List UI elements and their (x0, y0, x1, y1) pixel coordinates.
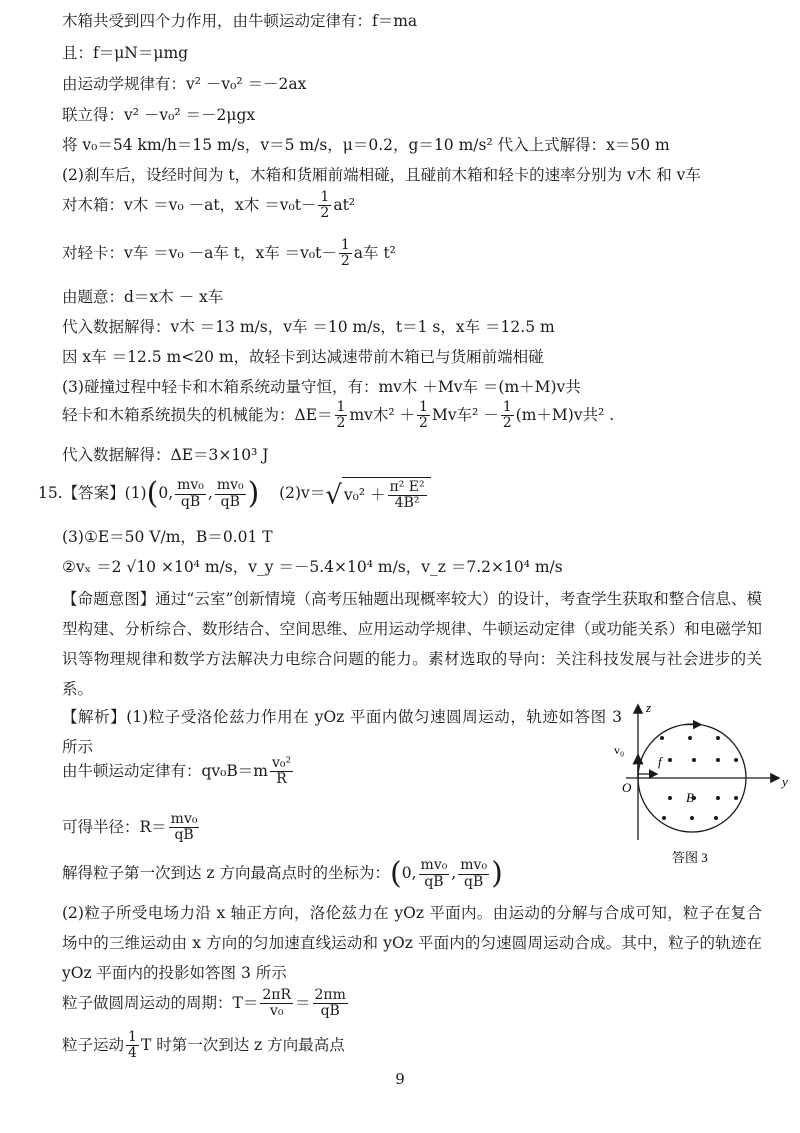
z-label: z (646, 700, 652, 715)
v0-label: v₀ (614, 743, 625, 757)
equation-results: 代入数据解得：v木 ＝13 m/s，v车 ＝10 m/s，t＝1 s，x车 ＝12.5 m (62, 318, 555, 336)
equation-kinematics: 由运动学规律有：v² －v₀² ＝－2ax (62, 75, 307, 93)
page-number: 9 (395, 1070, 405, 1088)
conclusion-collision: 因 x车 ＝12.5 m<20 m，故轻卡到达减速带前木箱已与货厢前端相碰 (62, 348, 544, 366)
equation-truck-motion: 对轻卡：v车 ＝v₀ －a车 t，x车 ＝v₀t－ $\frac{1}{2}$ a车 t² (62, 237, 396, 270)
equation-newton: 木箱共受到四个力作用，由牛顿运动定律有：f＝ma (62, 12, 418, 30)
result-energy: 代入数据解得：ΔE＝3×10³ J (62, 446, 269, 464)
proposal-intent: 【命题意图】通过“云室”创新情境（高考压轴题出现概率较大）的设计，考查学生获取和整合信息、模型构建、分析综合、数形结合、空间思维、应用运动学规律、牛顿运动定律（或功能关系）和电磁学知识等物理规律和数学方法解决力电综合问题的能力。素材选取的导向：关注科技发展与社会进步的关系。 (62, 590, 762, 698)
y-label: y (782, 774, 788, 789)
equation-substitution: 将 v₀＝54 km/h＝15 m/s，v＝5 m/s，μ＝0.2，g＝10 m/s² 代入上式解得：x＝50 m (62, 136, 670, 154)
answer-15-velocities: ②vₓ ＝2 √10 ×10⁴ m/s，v_y ＝－5.4×10⁴ m/s，v_z ＝7.2×10⁴ m/s (62, 558, 563, 576)
quarter-period-statement: 粒子运动 $\frac{1}{4}$ T 时第一次到达 z 方向最高点 (62, 1029, 345, 1062)
answer-15-part3: (3)①E＝50 V/m，B＝0.01 T (62, 528, 273, 546)
origin-label: O (622, 780, 632, 795)
equation-radius: 可得半径：R＝ $\frac{\text{mv₀}}{qB}$ (62, 811, 198, 844)
equation-lorentz: 由牛顿运动定律有：qv₀B＝m $\frac{\text{v₀²}}{R}$ (62, 755, 292, 788)
b-label: B (686, 790, 694, 805)
f-label: f (658, 754, 662, 769)
figure-caption: 答图 3 (672, 850, 708, 865)
figure-circle-trajectory (610, 700, 800, 870)
equation-energy-loss: 轻卡和木箱系统损失的机械能为：ΔE＝ $\frac{1}{2}$ mv木² ＋ $\frac{1}{2}$ Mv车² － $\frac{1}{2}$ (m＋M)v共² . (62, 399, 615, 432)
equation-friction: 且：f＝μN＝μmg (62, 44, 189, 62)
part2-intro: (2)刹车后，设经时间为 t，木箱和货厢前端相碰，且碰前木箱和轻卡的速率分别为 v木 和 v车 (62, 166, 701, 184)
analysis-part1: 【解析】(1)粒子受洛伦兹力作用在 yOz 平面内做匀速圆周运动，轨迹如答图 3 所示 (62, 708, 622, 756)
equation-box-motion: 对木箱：v木 ＝v₀ －at，x木 ＝v₀t－ $\frac{1}{2}$ at² (62, 189, 356, 222)
equation-combined: 联立得：v² －v₀² ＝－2μgx (62, 106, 256, 124)
analysis-part2: (2)粒子所受电场力沿 x 轴正方向，洛伦兹力在 yOz 平面内。由运动的分解与合成可知，粒子在复合场中的三维运动由 x 方向的匀加速直线运动和 yOz 平面内的匀速圆周运动合成。其中，粒子的轨迹在 yOz 平面内的投影如答图 3 所示 (62, 904, 762, 982)
equation-distance: 由题意：d＝x木 － x车 (62, 288, 224, 306)
equation-highest-point: 解得粒子第一次到达 z 方向最高点时的坐标为：(0, $\frac{\text{mv₀}}{qB}$ , $\frac{\text{mv₀}}{qB}$ ) (62, 856, 503, 891)
answer-15: 15.【答案】(1)(0, $\frac{\text{mv₀}}{qB}$ , $\frac{\text{mv₀}}{qB}$ ) (2)v＝√ v₀² ＋ $\frac{\text{π² E²}}{\text{4B²}}$ (38, 476, 431, 512)
equation-period: 粒子做圆周运动的周期：T＝ $\frac{2\pi R}{\text{v₀}}$ ＝ $\frac{2\pi m}{qB}$ (62, 987, 346, 1020)
equation-momentum: (3)碰撞过程中轻卡和木箱系统动量守恒，有：mv木 ＋Mv车 ＝(m＋M)v共 (62, 378, 581, 396)
